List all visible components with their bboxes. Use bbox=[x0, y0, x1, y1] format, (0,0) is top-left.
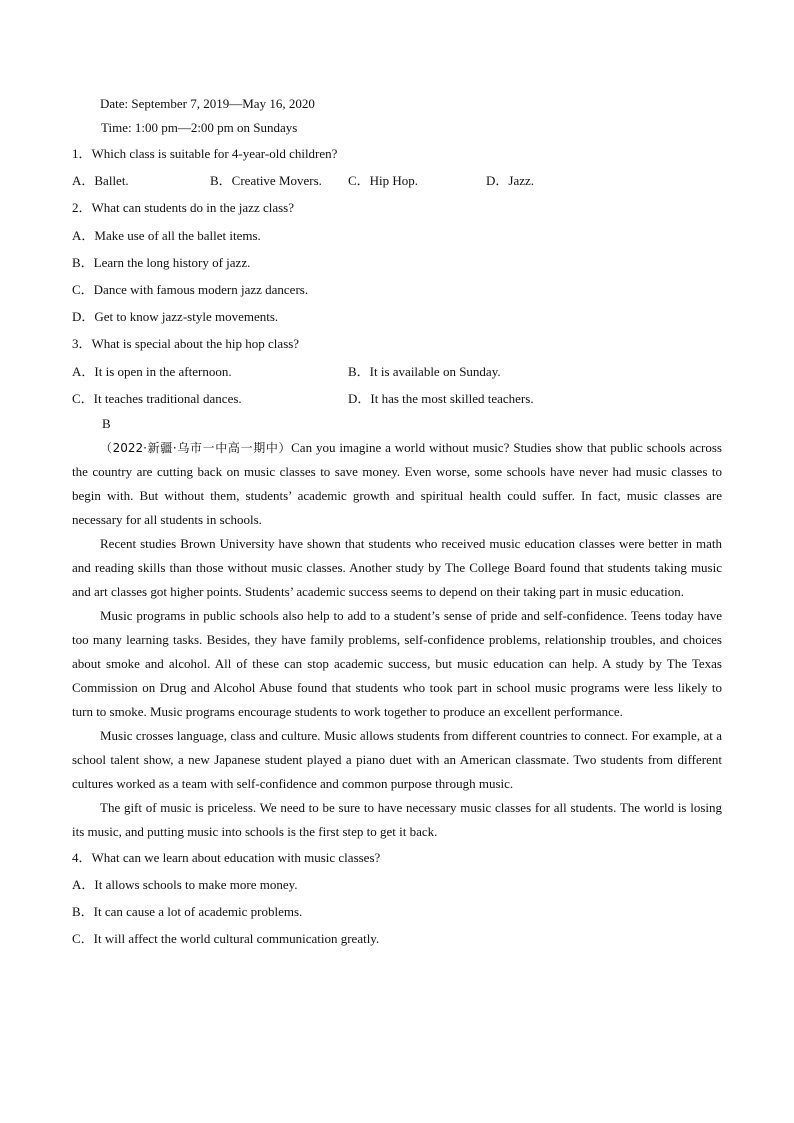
question-1-stem: 1．Which class is suitable for 4-year-old children? bbox=[72, 146, 338, 161]
option-1c: C．Hip Hop. bbox=[348, 173, 419, 189]
option-3d: D．It has the most skilled teachers. bbox=[348, 390, 534, 406]
passage-paragraph-2: Recent studies Brown University have shown that students who received music education classes were better in math and reading skills than those without music classes. Another study by The College Board found that students taking music and art classes got higher points. Students’ academic success seems to depend on their taking part in music education. bbox=[72, 535, 722, 599]
option-2c: C．Dance with famous modern jazz dancers. bbox=[72, 281, 309, 297]
question-1-options bbox=[72, 167, 722, 194]
passage-paragraph-5: The gift of music is priceless. We need to be sure to have necessary music classes for all students. The world is losing its music, and putting music into schools is the first step to get it back. bbox=[72, 799, 722, 839]
option-1a: A．Ballet. bbox=[72, 173, 129, 189]
question-4-stem: 4．What can we learn about education with music classes? bbox=[72, 849, 381, 865]
question-2-stem: 2．What can students do in the jazz class? bbox=[72, 200, 295, 216]
option-3a: A．It is open in the afternoon. bbox=[72, 363, 232, 379]
option-4b: B．It can cause a lot of academic problems. bbox=[72, 904, 303, 920]
question-3-options-row1 bbox=[72, 358, 722, 385]
passage-paragraph-4: Music crosses language, class and culture. Music allows students from different countries to connect. For example, at a school talent show, a new Japanese student played a piano duet with an American classmate. Two students from different cultures worked as a team with self-confidence and common purpose through music. bbox=[72, 727, 722, 791]
option-4c: C．It will affect the world cultural communication greatly. bbox=[72, 931, 380, 947]
option-2d: D．Get to know jazz-style movements. bbox=[72, 309, 279, 325]
option-3c: C．It teaches traditional dances. bbox=[72, 390, 242, 406]
passage-source: （2022·新疆·乌市一中高一期中） bbox=[100, 440, 292, 455]
option-3b: B．It is available on Sunday. bbox=[348, 363, 501, 379]
section-b-label: B bbox=[102, 415, 111, 431]
passage-paragraph-3: Music programs in public schools also help to add to a student’s sense of pride and self-confidence. Teens today have too many learning tasks. Besides, they have family problems, self-confidence problems, relationship troubles, and choices about smoke and alcohol. All of these can stop academic success, but music education can help. A study by The Texas Commission on Drug and Alcohol Abuse found that students who took part in school music programs were less likely to turn to smoke. Music programs encourage students to work together to produce an excellent performance. bbox=[72, 607, 722, 719]
passage-paragraph-1 bbox=[72, 436, 722, 532]
option-1b: B．Creative Movers. bbox=[210, 173, 322, 189]
question-3-options-row2 bbox=[72, 385, 722, 412]
question-3-stem: 3．What is special about the hip hop class? bbox=[72, 336, 300, 352]
option-1d: D．Jazz. bbox=[486, 173, 535, 189]
option-4a: A．It allows schools to make more money. bbox=[72, 877, 298, 893]
document-page bbox=[72, 92, 722, 953]
passage-paragraph-1-text: Can you imagine a world without music? Studies show that public schools across the country are cutting back on music classes to save money. Even worse, some schools have never had music classes to begin with. But without them, students’ academic growth and spiritual health could suffer. In fact, music classes are necessary for all students in schools. bbox=[72, 439, 722, 527]
option-2a: A．Make use of all the ballet items. bbox=[72, 227, 261, 243]
option-2b: B．Learn the long history of jazz. bbox=[72, 254, 251, 270]
schedule-time: Time: 1:00 pm—2:00 pm on Sundays bbox=[101, 120, 298, 135]
schedule-date: Date: September 7, 2019—May 16, 2020 bbox=[100, 96, 315, 111]
